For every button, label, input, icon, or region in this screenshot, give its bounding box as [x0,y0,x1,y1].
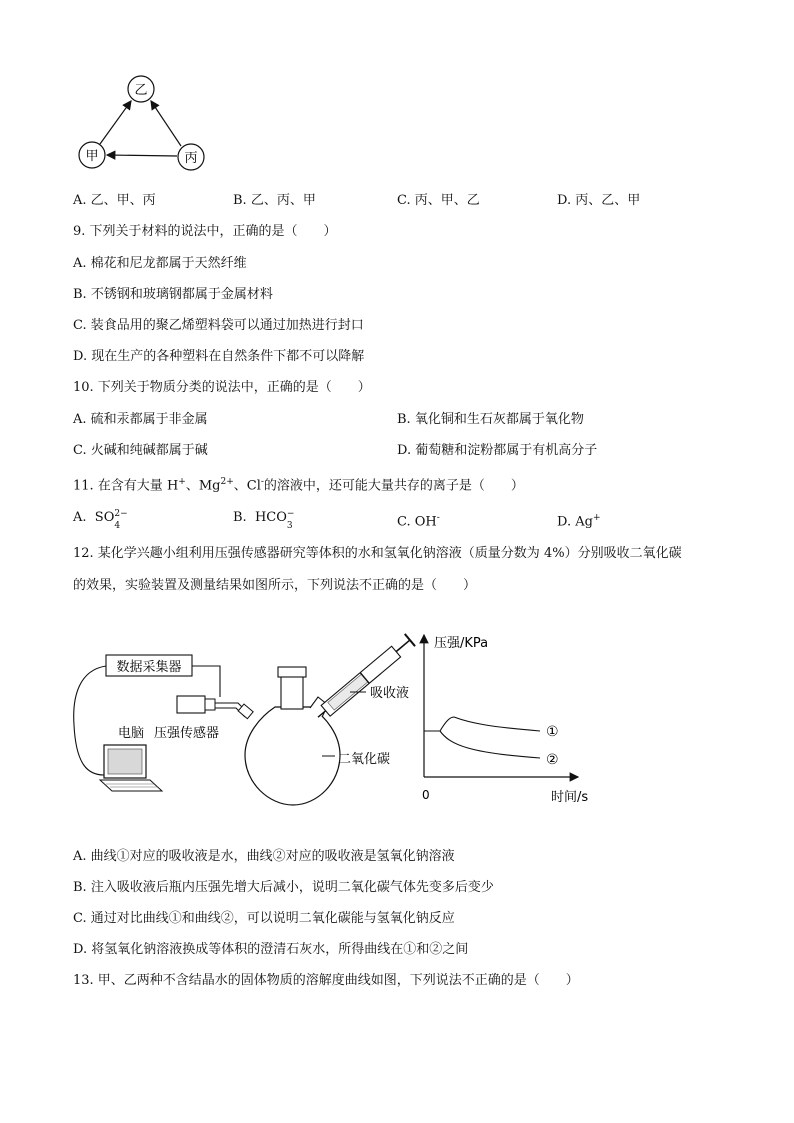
data-collector-label: 数据采集器 [116,660,182,675]
q12-option-d: D. 将氢氧化钠溶液换成等体积的澄清石灰水，所得曲线在①和②之间 [73,942,469,957]
q12-stem-line1: 12. 某化学兴趣小组利用压强传感器研究等体积的水和氢氧化钠溶液（质量分数为 4%）分别吸收二氧化碳 [73,546,682,561]
q12-option-a: A. 曲线①对应的吸收液是水，曲线②对应的吸收液是氢氧化钠溶液 [73,849,455,864]
computer-screen-inner [108,749,142,774]
sensor-cable [192,666,220,697]
pressure-sensor-body [205,699,215,710]
q9-option-d: D. 现在生产的各种塑料在自然条件下都不可以降解 [73,349,365,364]
graph-x-label: 时间/s [551,790,589,805]
graph-curve-1 [424,717,540,731]
pressure-sensor-label: 压强传感器 [154,726,220,741]
q8-option-b: B. 乙、丙、甲 [233,193,316,208]
side-neck-stopper [238,704,253,719]
graph-curve-1-label: ① [546,724,559,740]
q11-option-b: B. HCO − 3 [233,508,295,531]
arrow-right-to-left [107,155,177,156]
q8-option-a: A. 乙、甲、丙 [73,193,156,208]
triangle-diagram [70,70,220,175]
q12-option-b: B. 注入吸收液后瓶内压强先增大后减小，说明二氧化碳气体先变多后变少 [73,880,494,895]
graph-curve-2-label: ② [546,752,559,768]
q13-stem: 13. 甲、乙两种不含结晶水的固体物质的溶解度曲线如图，下列说法不正确的是（ ） [73,973,579,988]
q10-option-a: A. 硫和汞都属于非金属 [73,412,208,427]
q8-option-d: D. 丙、乙、甲 [557,193,641,208]
syringe [313,634,415,723]
q12-option-c: C. 通过对比曲线①和曲线②，可以说明二氧化碳能与氢氧化钠反应 [73,911,455,926]
q9-option-c: C. 装食品用的聚乙烯塑料袋可以通过加热进行封口 [73,318,364,333]
graph-origin: 0 [422,788,430,802]
arrow-left-to-top [100,101,131,144]
collector-cable [74,666,106,775]
q11-option-a: A. SO 2− 4 [73,508,128,531]
q8-option-c: C. 丙、甲、乙 [397,193,480,208]
computer-label: 电脑 [118,726,145,741]
q10-option-d: D. 葡萄糖和淀粉都属于有机高分子 [397,443,598,458]
q9-stem: 9. 下列关于材料的说法中，正确的是（ ） [73,224,337,239]
q10-option-c: C. 火碱和纯碱都属于碱 [73,443,208,458]
q10-stem: 10. 下列关于物质分类的说法中，正确的是（ ） [73,380,371,395]
computer-keyboard [100,780,162,791]
flask-stopper [278,667,306,677]
arrow-right-to-top [151,101,181,146]
pressure-sensor [177,696,205,713]
q11-option-d: D. Ag+ [557,513,601,530]
q12-stem-line2: 的效果，实验装置及测量结果如图所示，下列说法不正确的是（ ） [73,578,477,593]
q11-stem: 11. 在含有大量 H+、$Mg^{2+}$、Cl-的溶液中，还可能大量共存的离子是（ ） [73,477,524,494]
node-right-label: 丙 [184,151,198,166]
q9-option-b: B. 不锈钢和玻璃钢都属于金属材料 [73,287,273,302]
q12-apparatus-figure [70,625,610,815]
co2-label: 二氧化碳 [338,752,391,767]
q11-option-c: C. OH- [397,513,440,530]
node-top-label: 乙 [134,83,148,98]
node-left-label: 甲 [85,149,99,164]
q10-option-b: B. 氧化铜和生石灰都属于氧化物 [397,412,584,427]
q9-option-a: A. 棉花和尼龙都属于天然纤维 [73,256,247,271]
flask-neck [281,673,303,709]
graph-y-label: 压强/KPa [434,636,489,651]
graph-curve-2 [440,731,540,758]
absorbent-label: 吸收液 [370,686,410,701]
